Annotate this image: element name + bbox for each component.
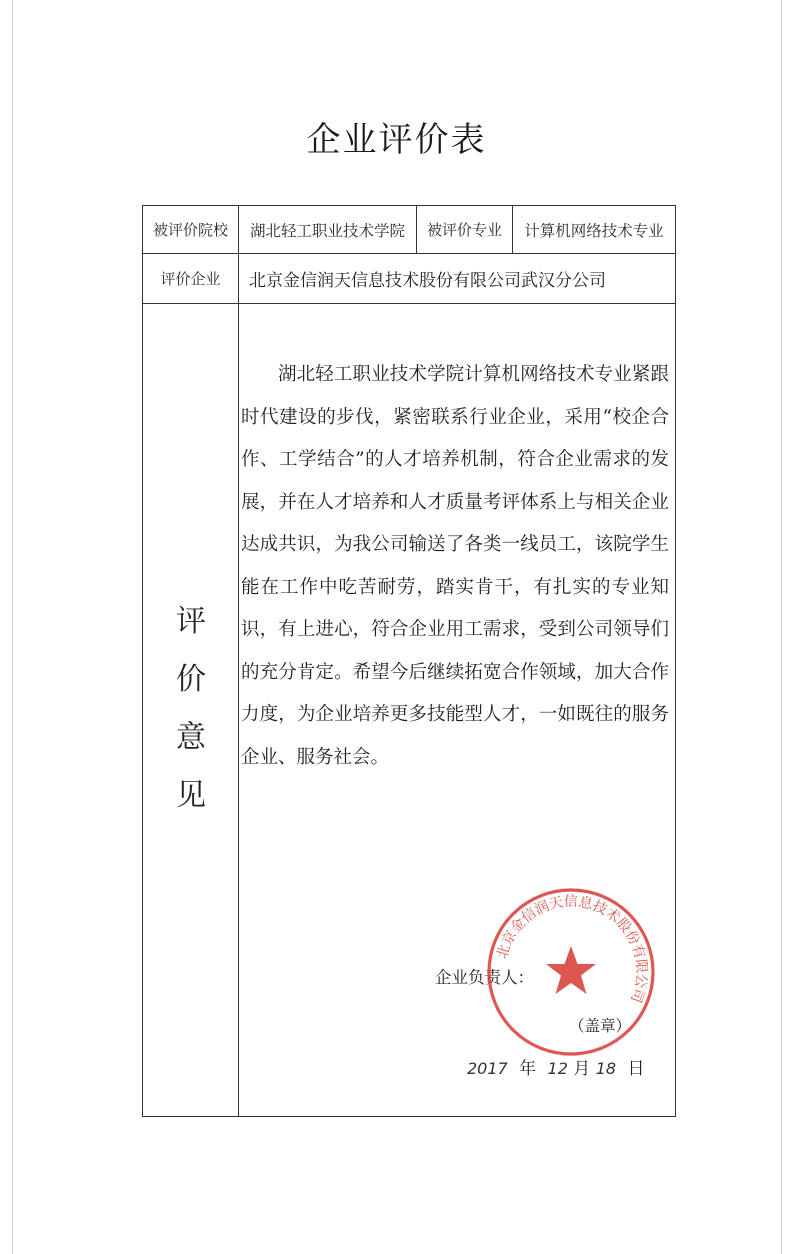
seal-text: 北京金信润天信息技术股份有限公司 <box>494 893 650 1005</box>
opinion-label-char: 意 <box>176 720 206 755</box>
date-day: 18 <box>595 1059 617 1078</box>
evaluating-company-value: 北京金信润天信息技术股份有限公司武汉分公司 <box>249 271 606 291</box>
opinion-label-char: 见 <box>176 778 206 813</box>
scan-edge-right <box>781 0 782 1254</box>
scan-edge-left <box>12 0 13 1254</box>
seal-note: （盖章） <box>569 1017 632 1035</box>
date-month-unit: 月 <box>573 1059 591 1079</box>
date-year-unit: 年 <box>519 1059 537 1079</box>
opinion-label <box>143 304 239 1114</box>
evaluation-form-table <box>142 205 676 1117</box>
opinion-label-char: 评 <box>176 604 206 639</box>
document-title: 企业评价表 <box>306 120 487 160</box>
evaluating-company-label: 评价企业 <box>160 270 221 288</box>
evaluated-school-value: 湖北轻工职业技术学院 <box>249 221 405 240</box>
signature-label: 企业负责人： <box>435 968 534 987</box>
evaluated-major-label: 被评价专业 <box>426 221 502 239</box>
date-day-unit: 日 <box>627 1059 645 1079</box>
evaluated-major-value: 计算机网络技术专业 <box>524 221 664 240</box>
company-seal <box>481 882 661 1062</box>
date-year: 2017 <box>467 1059 508 1078</box>
seal-star-icon <box>546 946 596 994</box>
opinion-text: 湖北轻工职业技术学院计算机网络技术专业紧跟时代建设的步伐，紧密联系行业企业，采用“校企合作、工学结合”的人才培养机制，符合企业需求的发展，并在人才培养和人才质量考评体系上与相关企业达成共识，为我公司输送了各类一线员工，该院学生能在工作中吃苦耐劳，踏实肯干，有扎实的专业知识，有上进心，符合企业用工需求，受到公司领导们的充分肯定。希望今后继续拓宽合作领域，加大合作力度，为企业培养更多技能型人才，一如既往的服务企业、服务社会。 <box>241 364 669 768</box>
opinion-label-char: 价 <box>176 662 206 697</box>
date-month: 12 <box>547 1059 568 1078</box>
evaluated-school-label: 被评价院校 <box>152 221 228 239</box>
